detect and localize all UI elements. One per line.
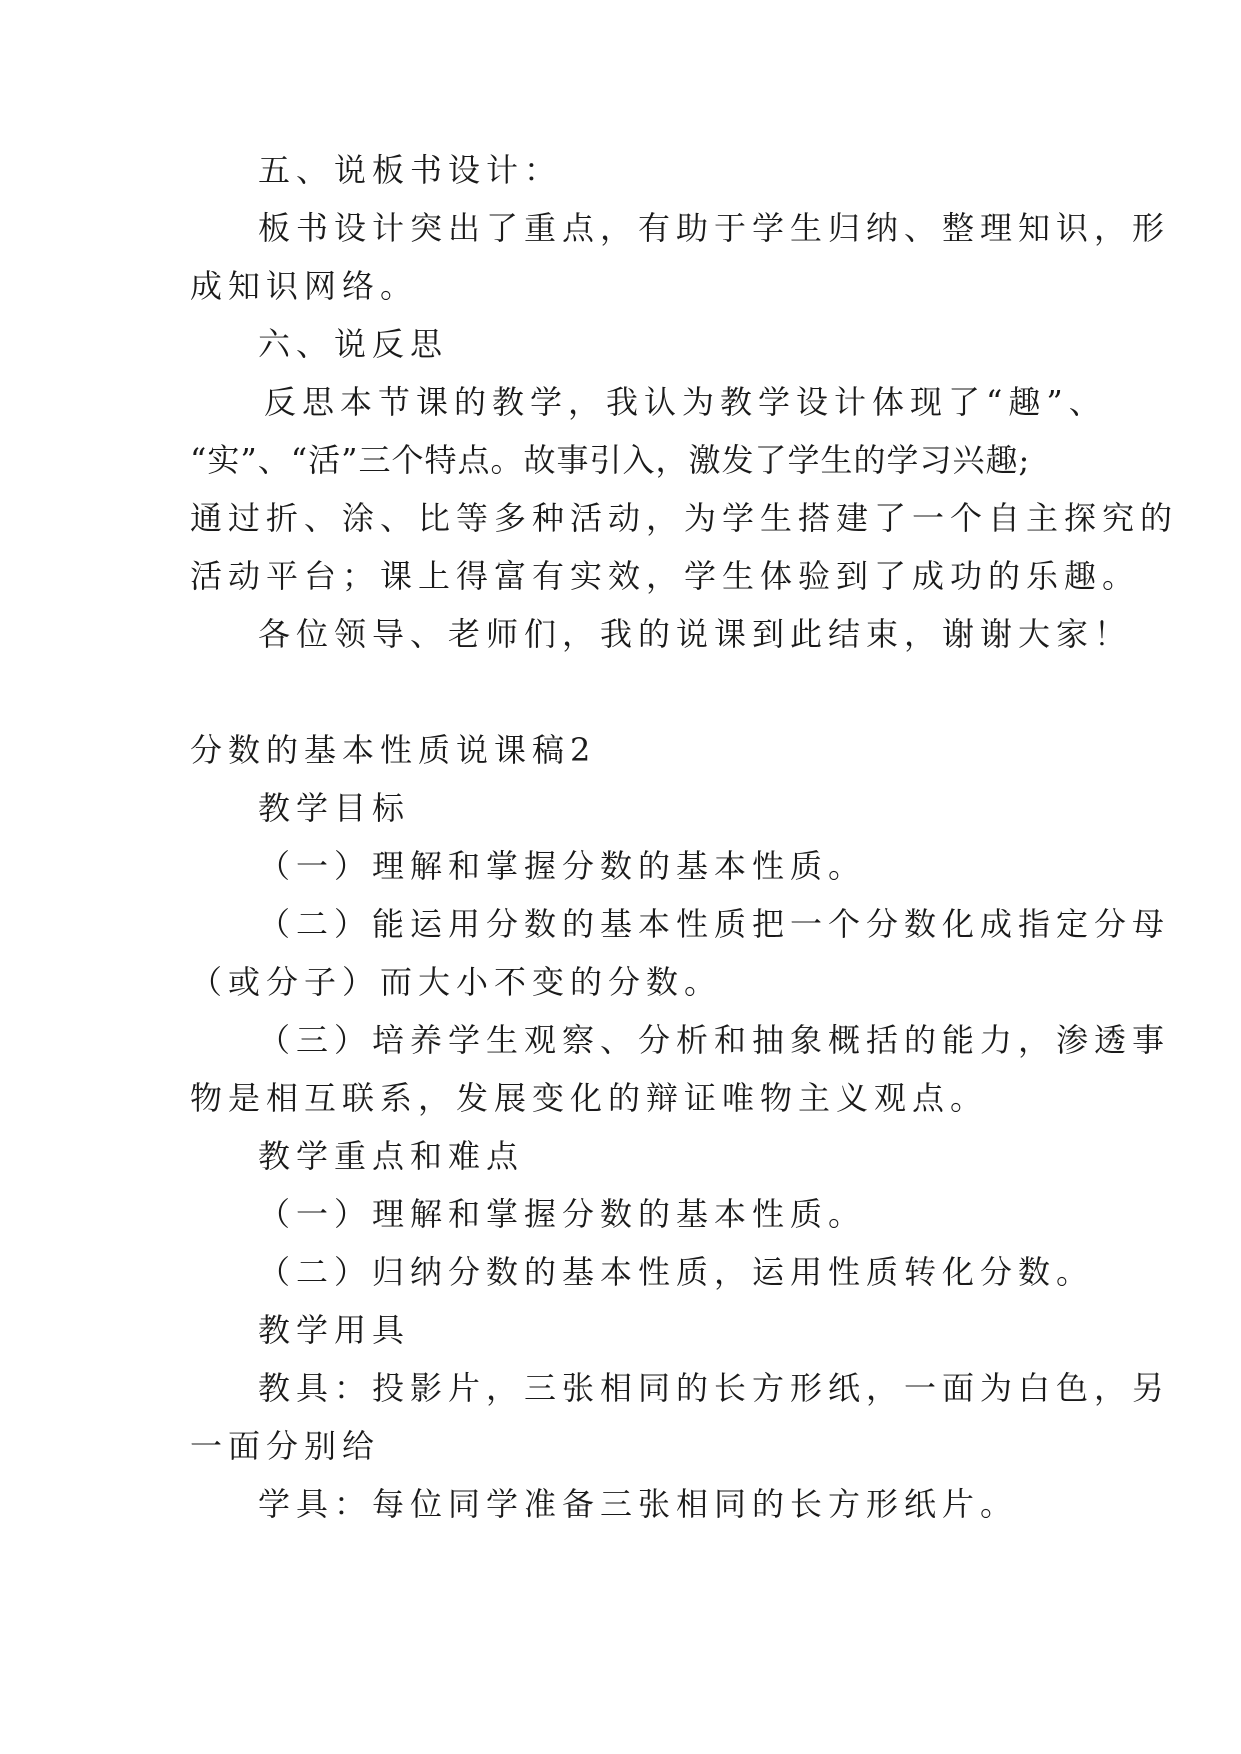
section-six-paragraph-line: 活动平台；课上得富有实效，学生体验到了成功的乐趣。 <box>190 557 1141 595</box>
goals-heading: 教学目标 <box>258 789 411 827</box>
teacher-tools-line: 一面分别给 <box>190 1427 381 1465</box>
goal-item: （二）能运用分数的基本性质把一个分数化成指定分母 <box>258 905 1171 943</box>
part2-title: 分数的基本性质说课稿2 <box>190 731 597 769</box>
goal-item: （一）理解和掌握分数的基本性质。 <box>258 847 867 885</box>
teacher-tools-line: 教具：投影片，三张相同的长方形纸，一面为白色，另 <box>258 1369 1171 1407</box>
closing-remark: 各位领导、老师们，我的说课到此结束，谢谢大家！ <box>258 615 1133 653</box>
key-points-heading: 教学重点和难点 <box>258 1137 525 1175</box>
section-six-paragraph-line: 反思本节课的教学，我认为教学设计体现了“趣”、 <box>264 383 1107 421</box>
section-five-paragraph-line: 板书设计突出了重点，有助于学生归纳、整理知识，形 <box>258 209 1171 247</box>
goal-item-continuation: （或分子）而大小不变的分数。 <box>190 963 723 1001</box>
section-five-paragraph-line: 成知识网络。 <box>190 267 419 305</box>
section-six-paragraph-line: 通过折、涂、比等多种活动，为学生搭建了一个自主探究的 <box>190 499 1179 537</box>
section-six-paragraph-line: “实”、“活”三个特点。故事引入，激发了学生的学习兴趣; <box>190 441 1031 479</box>
goal-item-continuation: 物是相互联系，发展变化的辩证唯物主义观点。 <box>190 1079 989 1117</box>
student-tools-line: 学具：每位同学准备三张相同的长方形纸片。 <box>258 1485 1019 1523</box>
tools-heading: 教学用具 <box>258 1311 411 1349</box>
key-point-item: （二）归纳分数的基本性质，运用性质转化分数。 <box>258 1253 1095 1291</box>
section-six-heading: 六、说反思 <box>258 325 449 363</box>
section-five-heading: 五、说板书设计： <box>258 151 563 189</box>
key-point-item: （一）理解和掌握分数的基本性质。 <box>258 1195 867 1233</box>
goal-item: （三）培养学生观察、分析和抽象概括的能力，渗透事 <box>258 1021 1171 1059</box>
